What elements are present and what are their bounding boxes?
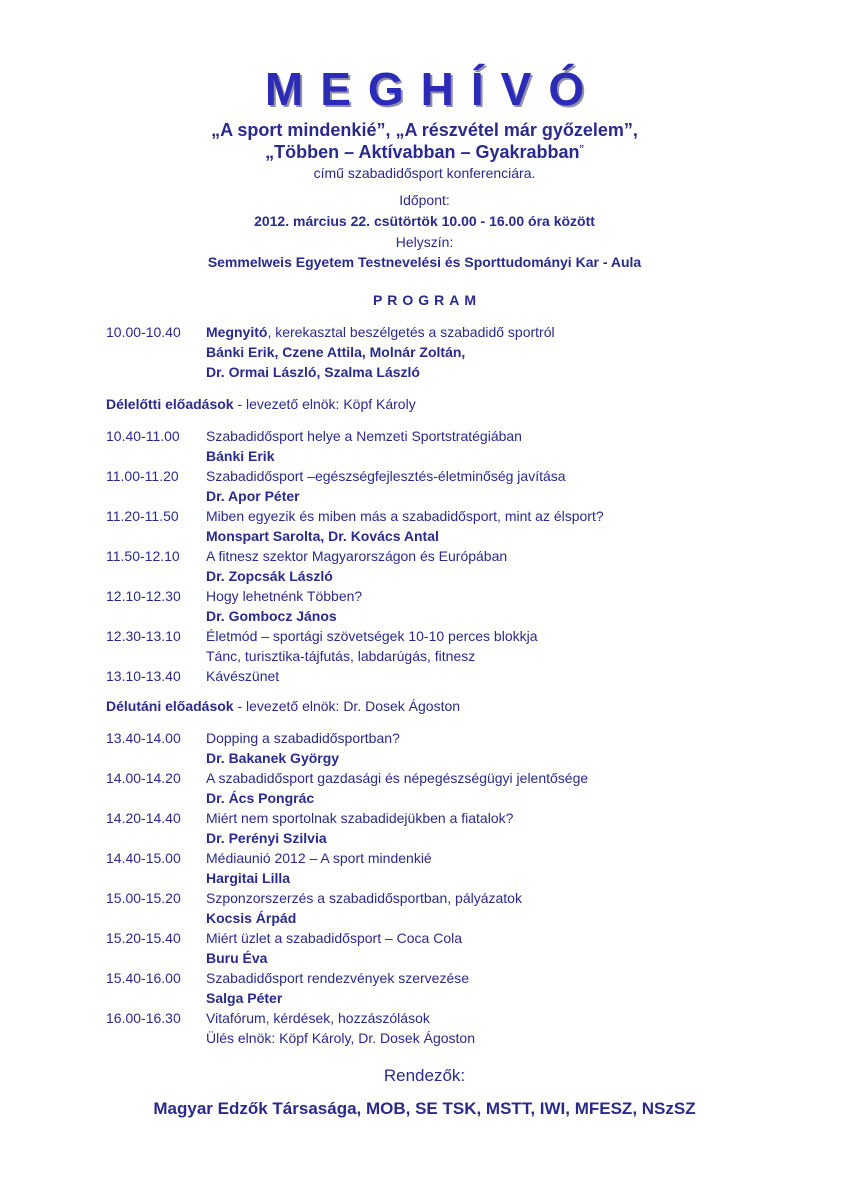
session-title: Szabadidősport –egészségfejlesztés-életminőség javítása	[206, 468, 566, 484]
session-title: Médiaunió 2012 – A sport mindenkié	[206, 850, 432, 866]
schedule-row	[106, 362, 826, 382]
schedule-row	[106, 748, 826, 768]
opening-block	[106, 322, 826, 382]
session-title: Miben egyezik és miben más a szabadidősport, mint az élsport?	[206, 508, 604, 524]
schedule-row	[106, 1028, 826, 1048]
time-slot: 14.00-14.20	[106, 770, 181, 786]
schedule-row	[106, 666, 826, 686]
schedule-row	[106, 1008, 826, 1028]
speaker-name: Monspart Sarolta, Dr. Kovács Antal	[206, 528, 439, 544]
organizers-list: Magyar Edzők Társasága, MOB, SE TSK, MSTT, IWI, MFESZ, NSzSZ	[153, 1099, 696, 1118]
time-spacer	[106, 1028, 206, 1048]
schedule-row	[106, 788, 826, 808]
subtitle-line-2-text: „Többen – Aktívabban – Gyakrabban	[265, 142, 580, 162]
speaker-name: Dr. Zopcsák László	[206, 568, 333, 584]
morning-section-heading	[106, 394, 826, 414]
time-slot: 11.00-11.20	[106, 468, 179, 484]
session-note: Tánc, turisztika-tájfutás, labdarúgás, fitnesz	[206, 648, 476, 664]
time-spacer	[106, 828, 206, 848]
schedule-row	[106, 868, 826, 888]
speaker-name: Dr. Apor Péter	[206, 488, 300, 504]
time-slot: 13.40-14.00	[106, 730, 181, 746]
schedule-row	[106, 342, 826, 362]
schedule-row	[106, 426, 826, 446]
time-spacer	[106, 486, 206, 506]
time-spacer	[106, 566, 206, 586]
time-spacer	[106, 446, 206, 466]
place-value: Semmelweis Egyetem Testnevelési és Sporttudományi Kar - Aula	[207, 254, 642, 270]
time-spacer	[106, 788, 206, 808]
schedule-row	[106, 566, 826, 586]
session-title: A fitnesz szektor Magyarországon és Európában	[206, 548, 508, 564]
speaker-name: Hargitai Lilla	[206, 870, 291, 886]
session-title: Miért nem sportolnak szabadidejükben a fiatalok?	[206, 810, 514, 826]
time-slot: 15.20-15.40	[106, 930, 181, 946]
morning-schedule	[106, 426, 826, 686]
subtitle-line-2	[0, 142, 849, 163]
opening-people-1: Bánki Erik, Czene Attila, Molnár Zoltán,	[206, 344, 466, 360]
schedule-row	[106, 446, 826, 466]
time-slot: 10.00-10.40	[106, 324, 181, 340]
time-spacer	[106, 868, 206, 888]
time-spacer	[106, 988, 206, 1008]
schedule-row	[106, 848, 826, 868]
schedule-row	[106, 466, 826, 486]
schedule-row	[106, 968, 826, 988]
speaker-name: Dr. Bakanek György	[206, 750, 340, 766]
time-spacer	[106, 342, 206, 362]
opening-title-rest: , kerekasztal beszélgetés a szabadidő sportról	[267, 324, 555, 340]
subtitle-line-2-quote: ”	[579, 142, 584, 157]
subtitle-line-3: című szabadidősport konferenciára.	[313, 165, 536, 181]
session-title: Szabadidősport rendezvények szervezése	[206, 970, 470, 986]
session-title: Hogy lehetnénk Többen?	[206, 588, 363, 604]
program-heading: PROGRAM	[372, 292, 482, 308]
morning-heading-bold: Délelőtti előadások	[106, 396, 234, 412]
time-slot: 12.10-12.30	[106, 588, 181, 604]
session-title: Szponzorszerzés a szabadidősportban, pályázatok	[206, 890, 522, 906]
morning-heading-rest: - levezető elnök: Köpf Károly	[233, 396, 416, 412]
session-title	[206, 322, 826, 342]
schedule-row	[106, 908, 826, 928]
time-slot: 16.00-16.30	[106, 1010, 181, 1026]
schedule-row	[106, 506, 826, 526]
schedule-row	[106, 606, 826, 626]
schedule-row	[106, 928, 826, 948]
time-spacer	[106, 908, 206, 928]
schedule-row	[106, 546, 826, 566]
schedule-row	[106, 808, 826, 828]
schedule-row	[106, 988, 826, 1008]
session-title: Életmód – sportági szövetségek 10-10 perces blokkja	[206, 628, 538, 644]
speaker-name: Buru Éva	[206, 950, 268, 966]
speaker-name: Dr. Perényi Szilvia	[206, 830, 327, 846]
schedule-row	[106, 888, 826, 908]
schedule-row	[106, 948, 826, 968]
page-title: MEGHÍVÓ	[264, 63, 602, 115]
time-slot: 12.30-13.10	[106, 628, 181, 644]
subtitle-line-1: „A sport mindenkié”, „A részvétel már győzelem”,	[211, 120, 638, 140]
opening-people-2: Dr. Ormai László, Szalma László	[206, 364, 420, 380]
time-spacer	[106, 646, 206, 666]
session-title: Kávészünet	[206, 668, 280, 684]
time-value: 2012. március 22. csütörtök 10.00 - 16.00 óra között	[254, 213, 595, 229]
time-slot: 10.40-11.00	[106, 428, 180, 444]
session-title: A szabadidősport gazdasági és népegészségügyi jelentősége	[206, 770, 589, 786]
speaker-name: Dr. Gombocz János	[206, 608, 337, 624]
time-slot: 11.50-12.10	[106, 548, 180, 564]
time-spacer	[106, 748, 206, 768]
speaker-name: Dr. Ács Pongrác	[206, 790, 315, 806]
speaker-name: Kocsis Árpád	[206, 910, 297, 926]
speaker-name: Bánki Erik	[206, 448, 275, 464]
schedule-row	[106, 486, 826, 506]
afternoon-section-heading	[106, 696, 826, 716]
schedule-row	[106, 526, 826, 546]
afternoon-schedule	[106, 728, 826, 1048]
time-slot: 15.40-16.00	[106, 970, 181, 986]
schedule-row	[106, 626, 826, 646]
time-spacer	[106, 526, 206, 546]
schedule-row	[106, 728, 826, 748]
afternoon-heading-rest: - levezető elnök: Dr. Dosek Ágoston	[233, 698, 461, 714]
session-title: Miért üzlet a szabadidősport – Coca Cola	[206, 930, 463, 946]
session-title: Dopping a szabadidősportban?	[206, 730, 400, 746]
schedule-row	[106, 586, 826, 606]
session-title: Vitafórum, kérdések, hozzászólások	[206, 1010, 430, 1026]
time-slot: 11.20-11.50	[106, 508, 179, 524]
session-note: Ülés elnök: Köpf Károly, Dr. Dosek Ágoston	[206, 1030, 475, 1046]
organizers-label: Rendezők:	[383, 1066, 466, 1085]
schedule-row	[106, 768, 826, 788]
afternoon-heading-bold: Délutáni előadások	[106, 698, 234, 714]
time-slot: 14.20-14.40	[106, 810, 181, 826]
speaker-name: Salga Péter	[206, 990, 283, 1006]
place-label: Helyszín:	[395, 234, 454, 250]
time-slot: 15.00-15.20	[106, 890, 181, 906]
time-spacer	[106, 362, 206, 382]
time-spacer	[106, 606, 206, 626]
time-slot: 14.40-15.00	[106, 850, 181, 866]
time-label: Időpont:	[399, 192, 450, 208]
opening-title-bold: Megnyitó	[206, 324, 268, 340]
session-title: Szabadidősport helye a Nemzeti Sportstratégiában	[206, 428, 522, 444]
time-slot: 13.10-13.40	[106, 668, 181, 684]
schedule-row	[106, 322, 826, 342]
time-spacer	[106, 948, 206, 968]
schedule-row	[106, 646, 826, 666]
schedule-row	[106, 828, 826, 848]
